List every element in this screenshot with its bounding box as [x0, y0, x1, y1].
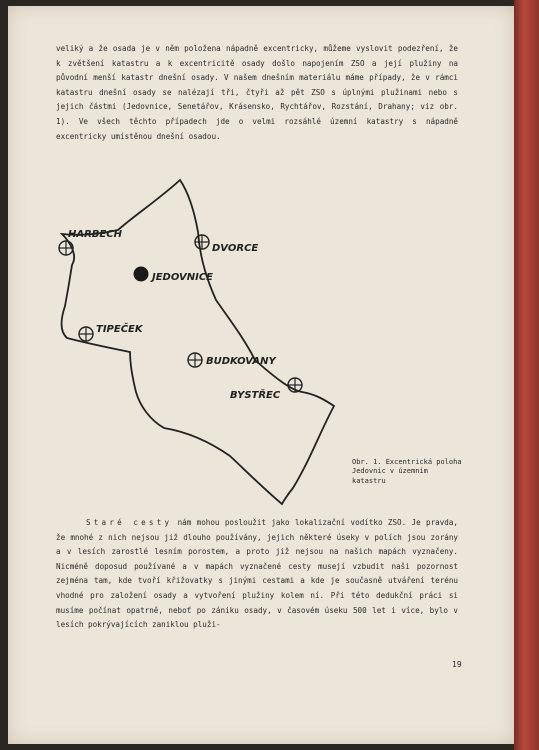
bystrec-marker: [230, 378, 302, 401]
paragraph-bottom: [56, 516, 458, 633]
harbech-marker: [59, 229, 123, 255]
jedovnice-label: JEDOVNICE: [152, 272, 213, 283]
bystrec-label: BYSTŘEC: [230, 390, 281, 401]
cadastre-map: [40, 170, 360, 510]
tipecek-marker: [79, 321, 144, 341]
dvorce-marker: [195, 235, 258, 254]
harbech-label: HARBECH: [68, 229, 122, 240]
spaced-heading: Staré cesty: [86, 518, 173, 527]
book-spine: [514, 0, 539, 750]
budkovany-marker: [188, 353, 277, 367]
budkovany-label: BUDKOVANY: [206, 356, 276, 367]
tipecek-label: TIPEČEK: [96, 324, 143, 335]
figure-caption: Obr. 1. Excentrická poloha Jedovnic v územním katastru: [352, 458, 462, 485]
dvorce-label: DVORCE: [212, 243, 259, 254]
page-number: 19: [452, 660, 462, 669]
jedovnice-marker: [134, 267, 214, 284]
paragraph-top: veliký a že osada je v něm položena nápadně excentricky, můžeme vyslovit podezření, že k zvětšení katastru a k excentricitě osady došlo napojením ZSO a její plužiny na původní menší katastr dnešní osady. V našem dnešním materiálu máme případy, že v rámci katastru dnešní osady se nalézají tři, čtyři až pět ZSO s úplnými plužinami nebo s jejich částmi (Jedovnice, Senetářov, Krásensko, Rychtářov, Rozstání, Drahany; viz obr. 1). Ve všech těchto případech jde o velmi rozsáhlé územní katastry s nápadně excentricky umístěnou dnešní osadou.: [56, 44, 458, 141]
paragraph-bottom-text: nám mohou posloužit jako lokalizační vodítko ZSO. Je pravda, že mnohé z nich nejsou již dlouho používány, jejich některé úseky v polích jsou zorány a v lesích zarostlé lesním porostem, a proto již nejsou na našich mapách vyznačeny. Nicméně doposud používané a v mapách vyznačené cesty musejí vzbudit naši pozornost zejména tam, kde tvoří křižovatky s jinými cestami a kde je současně utváření terénu vhodné pro založení osady a vytvoření plužiny kolem ní. Při této dedukční práci si musíme počínat opatrně, neboť po zániku osady, v časovém úseku 500 let i více, bylo v lesích pokrývajících zaniklou pluži-: [56, 518, 458, 630]
